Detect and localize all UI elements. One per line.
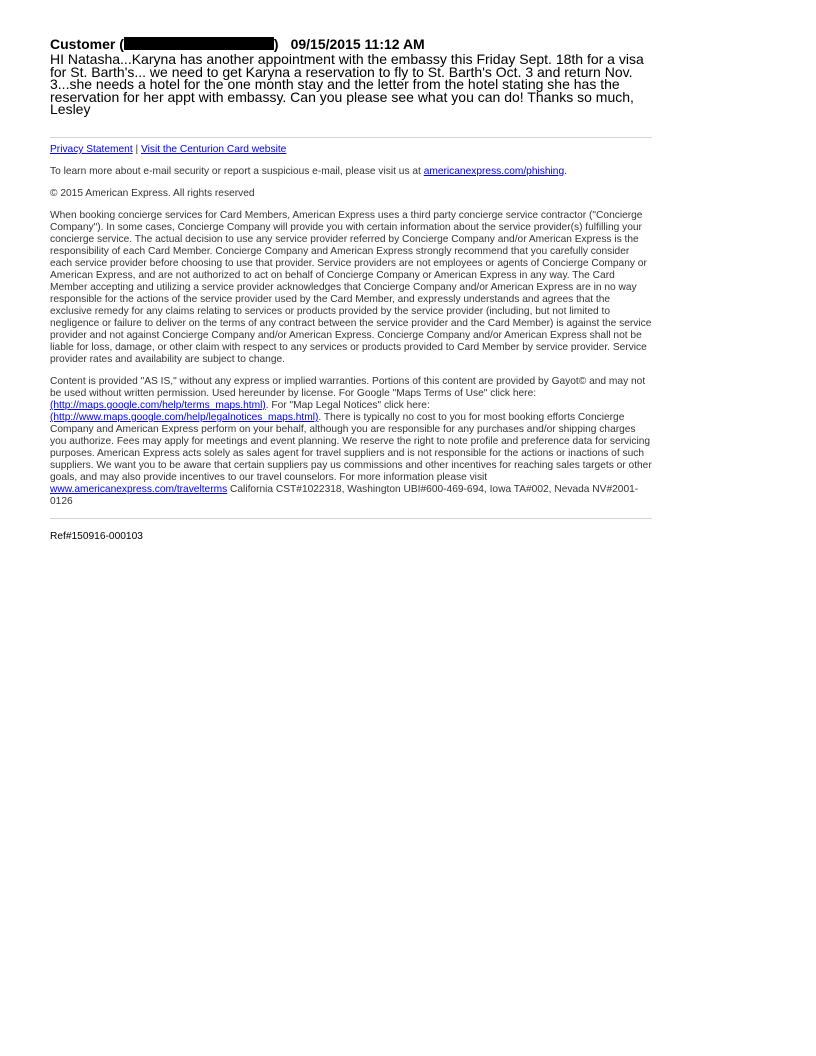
message-body: HI Natasha...Karyna has another appointment with the embassy this Friday Sept. 18th for a visa for St. Barth's... we need to get Karyna a reservation to fly to St. Barth's Oct. 3 and return Nov. 3...she needs a hotel for the one month stay and the letter from the hotel stating she has the reservation for her appt with embassy. Can you please see what you can do! Thanks so much, Lesley (50, 51, 644, 118)
security-period: . (564, 165, 567, 177)
link-separator: | (132, 143, 141, 155)
content-notice-part4: California CST#1022318, Washington UBI#600-469-694, Iowa TA#002, Nevada NV#2001-0126 (50, 483, 639, 507)
centurion-website-link[interactable]: Visit the Centurion Card website (140, 143, 287, 155)
content-notice-part3: . There is typically no cost to you for most booking efforts Concierge Company and American Express perform on your behalf, although you are responsible for any purchases and/or shipping charges you authorize. Fees may apply for meetings and event planning. We reserve the right to note profile and preference data for servicing purposes. American Express acts solely as sales agent for travel suppliers and is not responsible for the actions or inactions of such suppliers. We want you to be aware that certain suppliers pay us commissions and other incentives for reaching sales targets or other goals, and may also provide incentives to our travel counselors. For more information please visit (50, 411, 652, 483)
travel-terms-link[interactable]: www.americanexpress.com/travelterms (50, 483, 228, 495)
security-text: To learn more about e-mail security or report a suspicious e-mail, please visit us at (50, 165, 424, 177)
concierge-disclaimer: When booking concierge services for Card Members, American Express uses a third party concierge service contractor ("Concierge Company"). In some cases, Concierge Company will provide you with certain information about the service provider(s) fulfilling your concierge service. The actual decision to use any service provider referred by Concierge Company and/or American Express is the responsibility of each Card Member. Concierge Company and American Express strongly recommend that you carefully consider each service provider before choosing to use that provider. Service providers are not employees or agents of Concierge Company or American Express, and are not authorized to act on behalf of Concierge Company or American Express in any way. The Card Member accepting and utilizing a service provider acknowledges that Concierge Company and/or American Express are in no way responsible for the actions of the service provider used by the Card Member, and expressly understands and agrees that the exclusive remedy for any claims relating to services or products provided by the service provider (including, but not limited to negligence or failure to deliver on the terms of any contract between the service provider and the Card Member) is against the service provider and not against Concierge Company and/or American Express. Concierge Company and/or American Express shall not be liable for loss, damage, or other claim with respect to any services or products provided to Card Member by service provider. Service provider rates and availability are subject to change. (50, 209, 652, 365)
message-header (50, 36, 652, 52)
maps-terms-link[interactable]: (http://maps.google.com/help/terms_maps.html) (50, 399, 266, 411)
maps-legal-notices-link[interactable]: (http://www.maps.google.com/help/legalnotices_maps.html) (50, 411, 319, 423)
privacy-statement-link[interactable]: Privacy Statement (50, 143, 133, 155)
divider (50, 137, 652, 138)
content-notice-part1: Content is provided "AS IS," without any express or implied warranties. Portions of this content are provided by Gayot© and may not be used without written permission. Used hereunder by license. For Google "Maps Terms of Use" click here: (50, 375, 646, 399)
phishing-link[interactable]: americanexpress.com/phishing (423, 165, 565, 177)
reference-number: Ref#150916-000103 (50, 530, 143, 542)
security-notice (50, 166, 652, 178)
copyright: © 2015 American Express. All rights reserved (50, 187, 255, 199)
content-notice-part2: . For "Map Legal Notices" click here: (265, 399, 430, 411)
redacted-email-block (124, 37, 274, 50)
footer-links (50, 144, 652, 156)
email-document (50, 36, 652, 543)
divider (50, 518, 652, 519)
content-notice (50, 376, 652, 508)
sender-label: Customer ( (50, 36, 124, 52)
sender-label-close: ) (273, 36, 279, 52)
message-datetime: 09/15/2015 11:12 AM (290, 36, 425, 52)
